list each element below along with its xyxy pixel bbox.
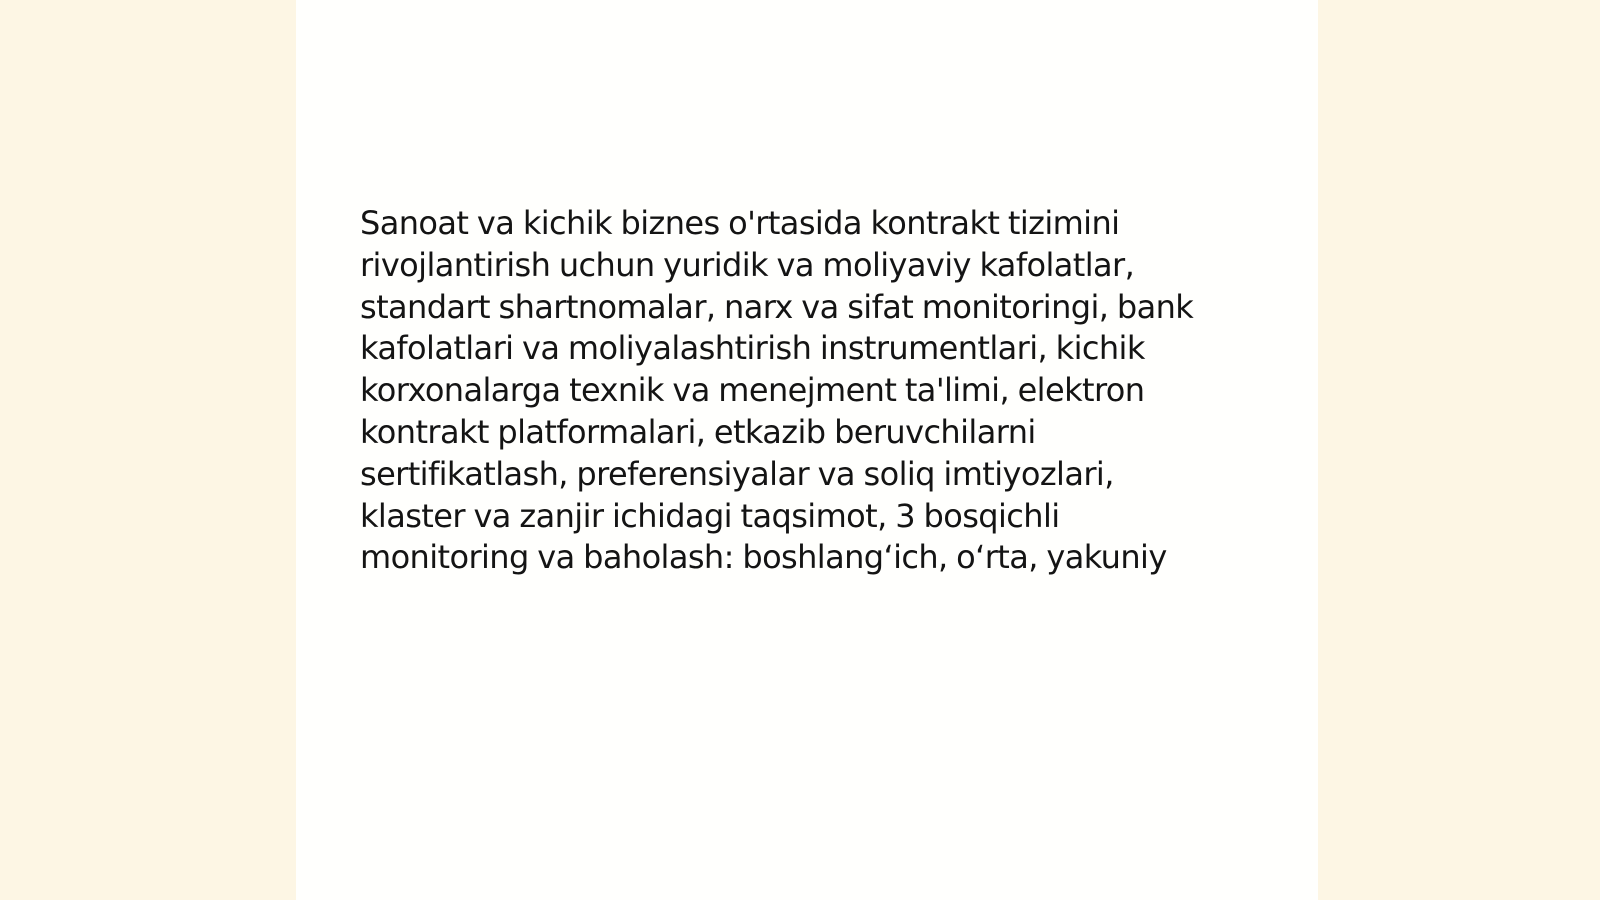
document-page xyxy=(296,0,1318,900)
paragraph-line-5: korxonalarga texnik va menejment ta'limi, elektron xyxy=(360,371,1145,410)
left-margin xyxy=(0,0,296,900)
body-paragraph xyxy=(360,203,1260,579)
paragraph-line-4: kafolatlari va moliyalashtirish instrumentlari, kichik xyxy=(360,329,1145,368)
right-margin xyxy=(1318,0,1600,900)
paragraph-line-6: kontrakt platformalari, etkazib beruvchilarni xyxy=(360,412,1036,451)
paragraph-line-8: klaster va zanjir ichidagi taqsimot, 3 bosqichli xyxy=(360,496,1060,535)
paragraph-line-9: monitoring va baholash: boshlang‘ich, o‘rta, yakuniy xyxy=(360,538,1167,577)
paragraph-line-1: Sanoat va kichik biznes o'rtasida kontrakt tizimini xyxy=(360,204,1120,242)
paragraph-line-3: standart shartnomalar, narx va sifat monitoringi, bank xyxy=(360,287,1194,326)
paragraph-line-7: sertifikatlash, preferensiyalar va soliq imtiyozlari, xyxy=(360,454,1114,493)
paragraph-line-2: rivojlantirish uchun yuridik va moliyaviy kafolatlar, xyxy=(360,245,1135,284)
